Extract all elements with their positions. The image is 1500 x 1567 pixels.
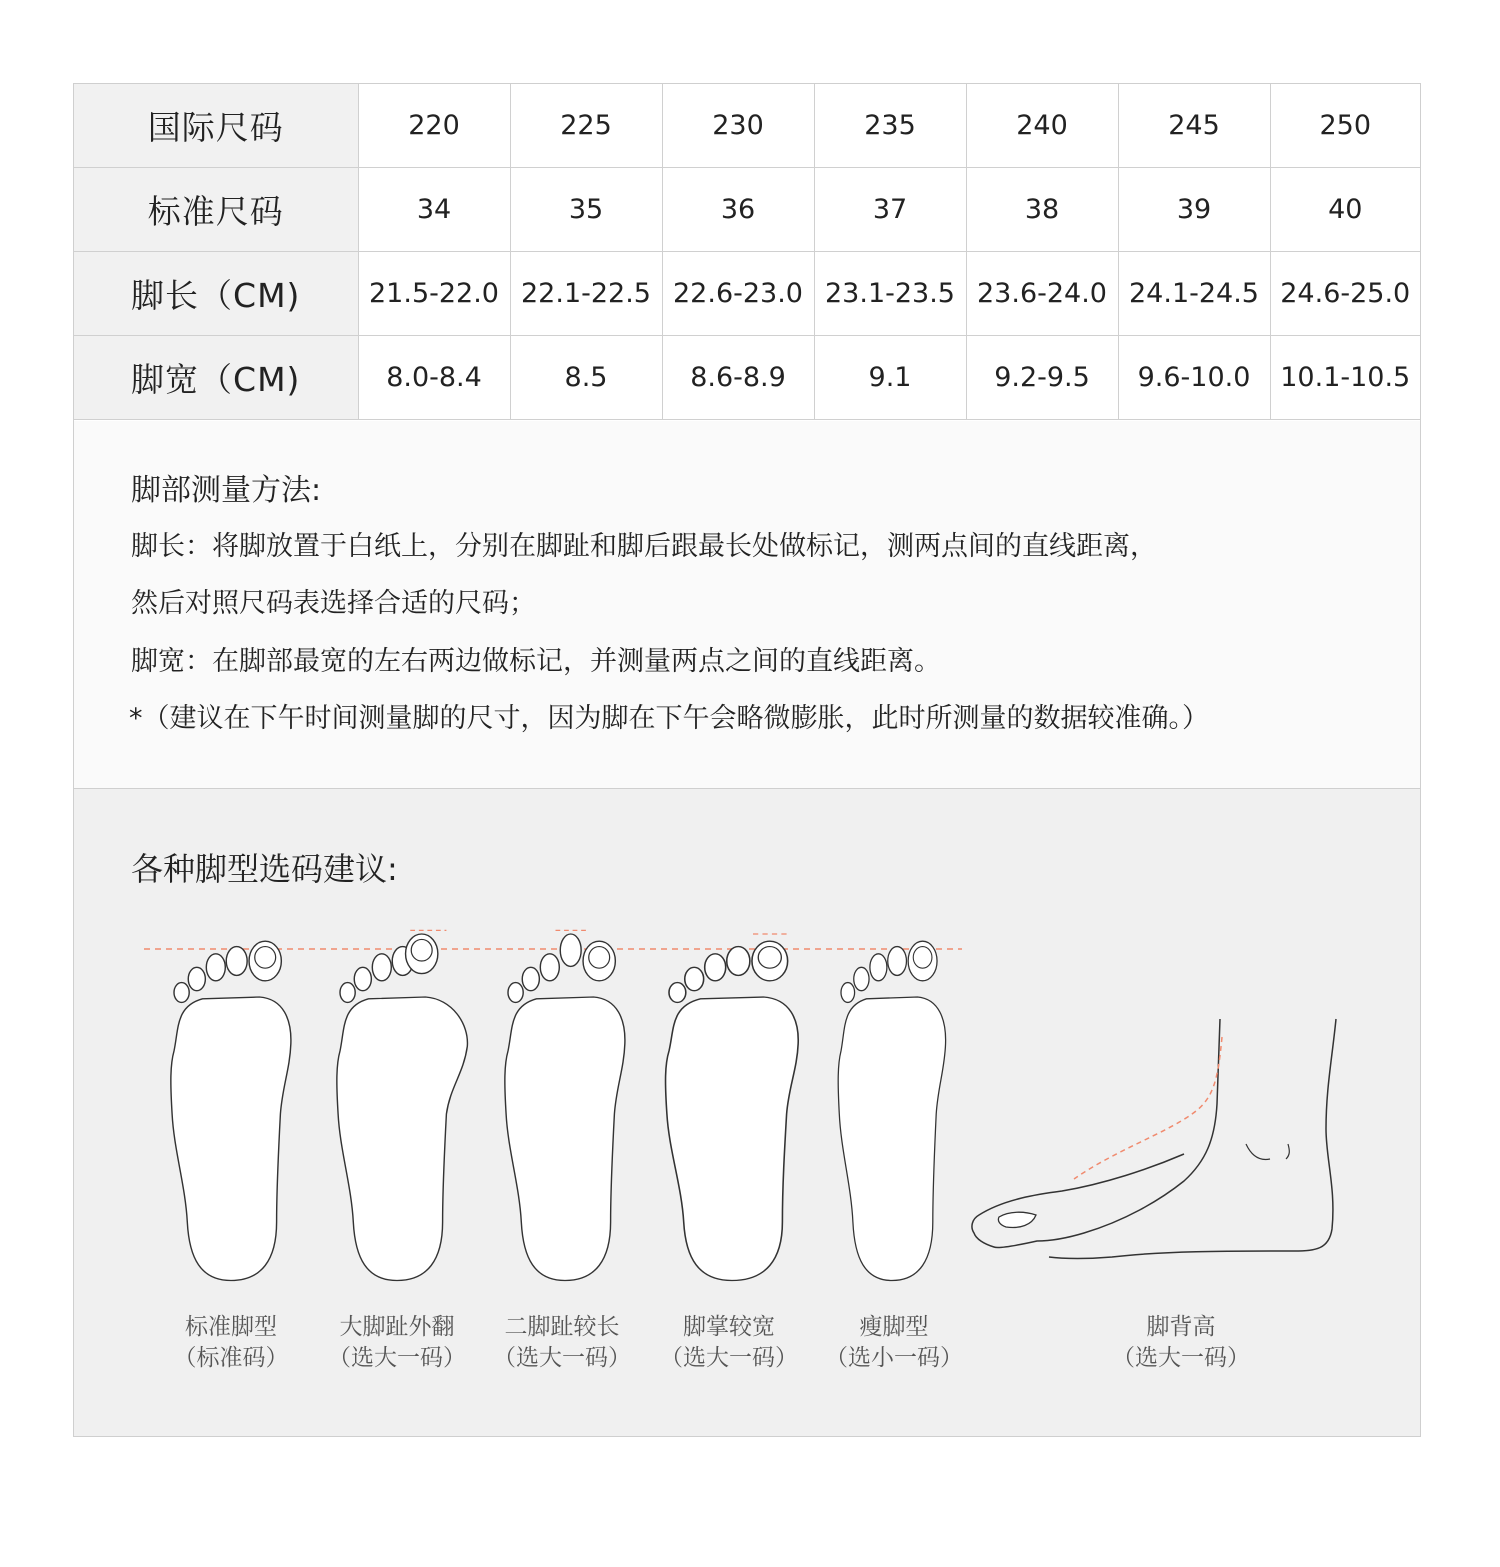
measure-line-tip: *（建议在下午时间测量脚的尺寸，因为脚在下午会略微膨胀，此时所测量的数据较准确。） (129, 703, 1209, 734)
foot-type-note: （标准码） (173, 1345, 289, 1371)
table-cell: 24.6-25.0 (1270, 252, 1420, 336)
foot-type-advice-section (74, 789, 1420, 1436)
measure-line-size-table: 然后对照尺码表选择合适的尺码； (131, 588, 536, 619)
table-cell: 23.1-23.5 (814, 252, 966, 336)
foot-type-note: （选大一码） (493, 1345, 631, 1371)
foot-type-note: （选大一码） (328, 1345, 466, 1371)
table-cell: 8.6-8.9 (662, 336, 814, 420)
table-cell: 38 (966, 168, 1118, 252)
table-cell: 35 (510, 168, 662, 252)
table-cell: 9.2-9.5 (966, 336, 1118, 420)
row-standard-size (74, 168, 1420, 252)
table-cell: 245 (1118, 84, 1270, 168)
foot-type-caption-slim (825, 1312, 963, 1374)
row-header: 国际尺码 (74, 84, 358, 168)
table-cell: 8.5 (510, 336, 662, 420)
measure-line-foot-length: 脚长：将脚放置于白纸上，分别在脚趾和脚后跟最长处做标记，测两点间的直线距离， (131, 531, 1157, 562)
table-cell: 250 (1270, 84, 1420, 168)
table-cell: 240 (966, 84, 1118, 168)
size-table (74, 84, 1420, 420)
measure-method-title: 脚部测量方法: (131, 473, 322, 508)
foot-type-note: （选小一码） (825, 1345, 963, 1371)
table-cell: 36 (662, 168, 814, 252)
slim-foot-icon (838, 941, 945, 1280)
foot-type-name: 大脚趾外翻 (339, 1314, 455, 1340)
foot-type-name: 瘦脚型 (859, 1314, 929, 1340)
table-cell: 10.1-10.5 (1270, 336, 1420, 420)
row-header: 标准尺码 (74, 168, 358, 252)
row-foot-width (74, 336, 1420, 420)
measure-method-section (74, 421, 1420, 789)
table-cell: 235 (814, 84, 966, 168)
foot-type-caption-standard (174, 1312, 289, 1374)
wide-foot-icon (666, 934, 799, 1281)
foot-type-name: 二脚趾较长 (504, 1314, 620, 1340)
row-international-size (74, 84, 1420, 168)
table-cell: 22.6-23.0 (662, 252, 814, 336)
foot-type-name: 脚掌较宽 (683, 1314, 775, 1340)
table-cell: 39 (1118, 168, 1270, 252)
table-cell: 37 (814, 168, 966, 252)
foot-type-advice-title: 各种脚型选码建议: (131, 850, 398, 888)
table-cell: 21.5-22.0 (358, 252, 510, 336)
table-cell: 225 (510, 84, 662, 168)
bunion-foot-icon (337, 930, 468, 1280)
row-foot-length (74, 252, 1420, 336)
table-cell: 23.6-24.0 (966, 252, 1118, 336)
foot-type-note: （选大一码） (660, 1345, 798, 1371)
table-cell: 40 (1270, 168, 1420, 252)
foot-type-note: （选大一码） (1112, 1345, 1250, 1371)
table-cell: 220 (358, 84, 510, 168)
table-cell: 24.1-24.5 (1118, 252, 1270, 336)
foot-type-caption-bunion (328, 1312, 466, 1374)
table-cell: 8.0-8.4 (358, 336, 510, 420)
table-cell: 22.1-22.5 (510, 252, 662, 336)
table-cell: 9.1 (814, 336, 966, 420)
foot-type-caption-high-instep (1112, 1312, 1250, 1374)
high-instep-foot-icon (972, 1019, 1336, 1259)
row-header: 脚长（CM) (74, 252, 358, 336)
row-header: 脚宽（CM) (74, 336, 358, 420)
size-guide-panel (73, 83, 1421, 1437)
standard-foot-icon (171, 941, 291, 1280)
foot-type-name: 脚背高 (1146, 1314, 1216, 1340)
table-cell: 34 (358, 168, 510, 252)
table-cell: 9.6-10.0 (1118, 336, 1270, 420)
foot-type-caption-wide (660, 1312, 798, 1374)
table-cell: 230 (662, 84, 814, 168)
measure-line-foot-width: 脚宽：在脚部最宽的左右两边做标记，并测量两点之间的直线距离。 (131, 646, 941, 677)
long-second-toe-foot-icon (505, 930, 625, 1280)
foot-type-caption-long-second-toe (493, 1312, 631, 1374)
foot-type-name: 标准脚型 (185, 1314, 277, 1340)
